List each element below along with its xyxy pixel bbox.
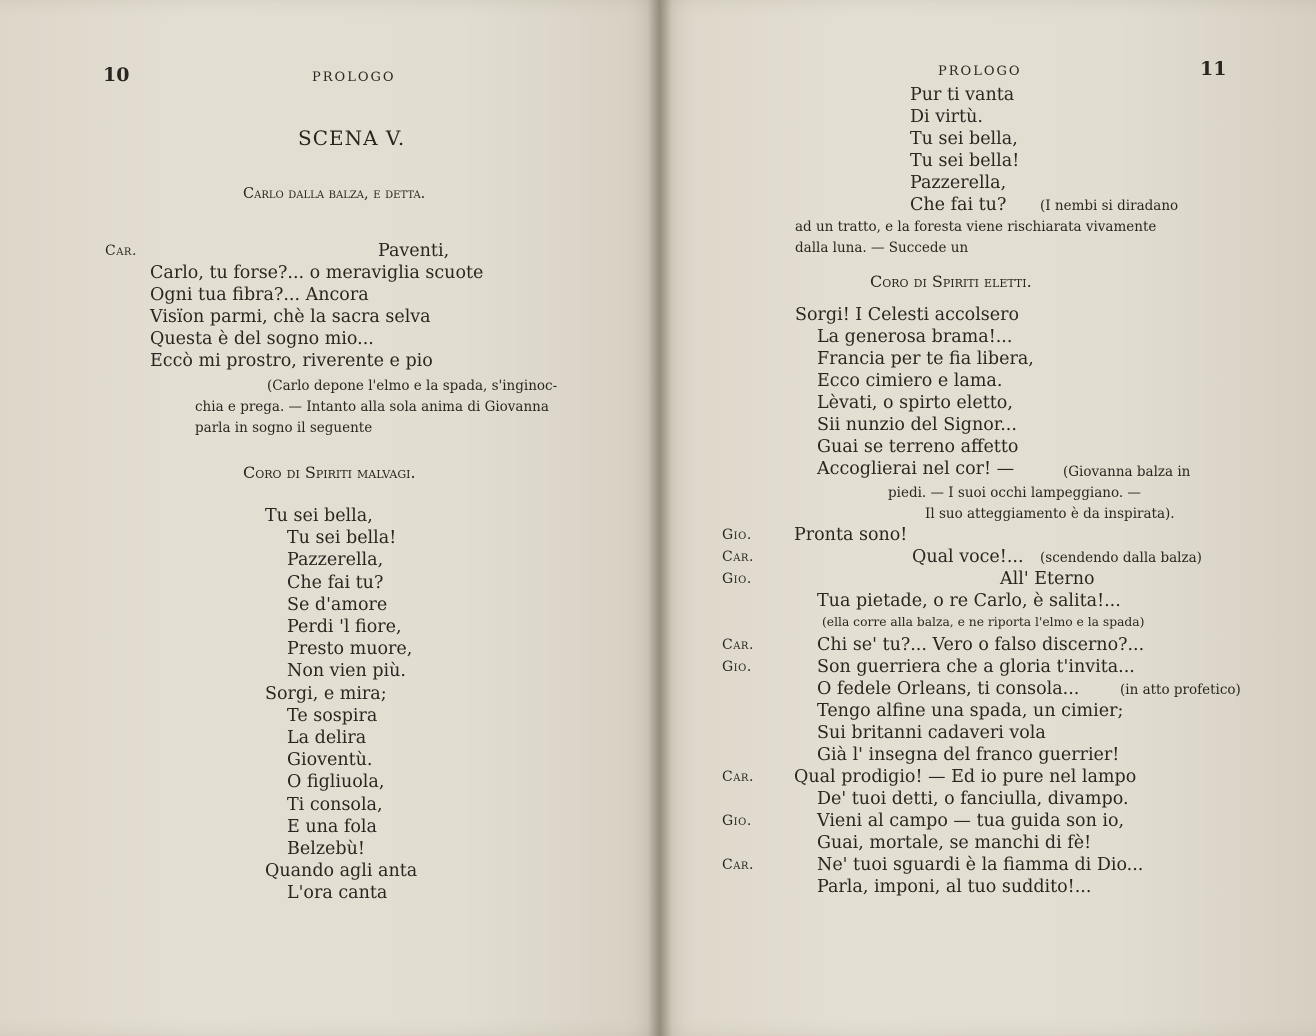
chorus-line: E una fola <box>287 816 377 837</box>
chorus-line: Ecco cimiero e lama. <box>817 371 1003 391</box>
verse-line: Che fai tu? <box>910 195 1007 215</box>
chorus-line: L'ora canta <box>287 883 388 904</box>
running-head-right: PROLOGO <box>938 64 1022 79</box>
dialogue-row <box>722 744 1282 766</box>
chorus-lines <box>265 505 417 905</box>
speaker-label: Car. <box>105 243 137 259</box>
dialogue-row <box>722 788 1282 810</box>
dialogue-text: Son guerriera che a gloria t'invita... <box>817 657 1135 677</box>
page-number-left: 10 <box>103 64 130 86</box>
chorus-line: Quando agli anta <box>265 861 418 882</box>
page-number-right: 11 <box>1200 58 1227 80</box>
chorus-line: Te sospira <box>287 705 378 726</box>
dialogue-text: Ne' tuoi sguardi è la fiamma di Dio... <box>817 855 1144 875</box>
verse-line: Tu sei bella, <box>910 129 1018 149</box>
dialogue-row <box>722 546 1282 568</box>
speech-first-line: Paventi, <box>378 241 450 261</box>
dialogue-text: Sui britanni cadaveri vola <box>817 723 1046 743</box>
dialogue-text: Vieni al campo — tua guida son io, <box>817 811 1125 831</box>
dialogue-text: All' Eterno <box>1000 569 1095 589</box>
verse-line: Di virtù. <box>910 107 983 127</box>
chorus-line: Gioventù. <box>287 750 373 771</box>
stage-direction-line: chia e prega. — Intanto alla sola anima di Giovanna <box>195 399 549 415</box>
chorus-line: La delira <box>287 728 367 749</box>
stage-direction-1-line: ad un tratto, e la foresta viene rischiarata vivamente <box>795 219 1157 235</box>
speech-line: Questa è del sogno mio... <box>150 329 374 349</box>
speech-line: Carlo, tu forse?... o meraviglia scuote <box>150 263 484 283</box>
chorus-lines-right <box>795 304 1034 480</box>
dialogue-text: Chi se' tu?... Vero o falso discerno?... <box>817 635 1145 655</box>
dialogue-text: De' tuoi detti, o fanciulla, divampo. <box>817 789 1129 809</box>
speech-line: Visïon parmi, chè la sacra selva <box>150 307 431 327</box>
dialogue-text: Parla, imponi, al tuo suddito!... <box>817 877 1092 897</box>
speech-line: Ogni tua fibra?... Ancora <box>150 285 369 305</box>
dialogue-text: Tengo alfine una spada, un cimier; <box>817 701 1124 721</box>
dialogue-row <box>722 876 1282 898</box>
dialogue-text: Guai, mortale, se manchi di fè! <box>817 833 1092 853</box>
dialogue-text: Qual voce!... <box>912 547 1024 567</box>
dialogue-row <box>722 810 1282 832</box>
book-gutter <box>648 0 672 1036</box>
chorus-line: Francia per te fia libera, <box>817 349 1034 369</box>
stage-direction-2-line: Il suo atteggiamento è da inspirata). <box>925 506 1175 522</box>
chorus-line: Sorgi, e mira; <box>265 683 387 704</box>
dialogue-text: O fedele Orleans, ti consola... <box>817 679 1080 699</box>
chorus-line: O figliuola, <box>287 772 385 793</box>
speaker-label: Gio. <box>722 813 752 829</box>
dialogue-row <box>722 634 1282 656</box>
dialogue-text: Già l' insegna del franco guerrier! <box>817 745 1120 765</box>
stage-direction-1-line: dalla luna. — Succede un <box>795 240 969 256</box>
chorus-line: Che fai tu? <box>287 572 384 593</box>
dialogue-text: Qual prodigio! — Ed io pure nel lampo <box>794 767 1137 787</box>
dialogue-text: Pronta sono! <box>794 525 908 545</box>
top-lines <box>910 84 1019 216</box>
chorus-line: Lèvati, o spirto eletto, <box>817 393 1013 413</box>
chorus-line: La generosa brama!... <box>817 327 1013 347</box>
speaker-label: Car. <box>722 549 754 565</box>
scene-title: SCENA V. <box>298 126 406 150</box>
speaker-label: Gio. <box>722 571 752 587</box>
stage-direction <box>195 376 557 439</box>
speaker-label: Car. <box>722 857 754 873</box>
stage-direction-2-line: (Giovanna balza in <box>1063 464 1191 480</box>
chorus-line: Sorgi! I Celesti accolsero <box>795 305 1020 325</box>
speech-line: Eccò mi prostro, riverente e pio <box>150 351 433 371</box>
speaker-label: Car. <box>722 769 754 785</box>
chorus-line: Tu sei bella, <box>265 506 373 526</box>
chorus-line: Guai se terreno affetto <box>817 437 1019 457</box>
dialogue-row <box>722 854 1282 876</box>
dialogue-note: (ella corre alla balza, e ne riporta l'elmo e la spada) <box>822 615 1145 629</box>
dialogue-row <box>722 568 1282 590</box>
chorus-line: Perdi 'l fiore, <box>287 617 402 638</box>
chorus-line: Sii nunzio del Signor... <box>817 415 1017 435</box>
dialogue-note: (scendendo dalla balza) <box>1040 550 1202 566</box>
verse-line: Pazzerella, <box>910 173 1007 193</box>
dialogue-note: (in atto profetico) <box>1120 682 1241 698</box>
dialogue-row <box>722 524 1282 546</box>
dialogue-text: Tua pietade, o re Carlo, è salita!... <box>817 591 1121 611</box>
verse-line: Tu sei bella! <box>910 151 1020 171</box>
dialogue <box>722 524 1282 898</box>
dialogue-row <box>722 678 1282 700</box>
chorus-title-right: Coro di Spiriti eletti. <box>870 272 1032 291</box>
chorus-title: Coro di Spiriti malvagi. <box>243 463 416 482</box>
dialogue-row <box>722 590 1282 612</box>
stage-direction-2-line: piedi. — I suoi occhi lampeggiano. — <box>888 485 1141 501</box>
verse-line: Pur ti vanta <box>910 85 1015 105</box>
dialogue-row <box>722 832 1282 854</box>
speaker-label: Gio. <box>722 659 752 675</box>
stage-direction-1-line: (I nembi si diradano <box>1040 198 1179 214</box>
speaker-label: Car. <box>722 637 754 653</box>
running-head-left: PROLOGO <box>312 70 396 85</box>
dialogue-row <box>722 612 1282 634</box>
chorus-line: Tu sei bella! <box>287 528 397 549</box>
dialogue-row <box>722 700 1282 722</box>
chorus-line: Se d'amore <box>287 594 388 615</box>
chorus-line: Accoglierai nel cor! — <box>817 459 1015 479</box>
dialogue-row <box>722 656 1282 678</box>
right-page <box>660 0 1316 1036</box>
dialogue-row <box>722 766 1282 788</box>
stage-direction-line: (Carlo depone l'elmo e la spada, s'inginoc- <box>267 378 558 394</box>
chorus-line: Belzebù! <box>287 839 365 860</box>
speech-lines <box>150 262 483 372</box>
dialogue-row <box>722 722 1282 744</box>
chorus-line: Ti consola, <box>287 794 383 815</box>
chorus-line: Pazzerella, <box>287 550 384 571</box>
speaker-label: Gio. <box>722 527 752 543</box>
chorus-line: Presto muore, <box>287 639 413 660</box>
scene-direction: Carlo dalla balza, e detta. <box>243 186 426 202</box>
stage-direction-line: parla in sogno il seguente <box>195 420 373 436</box>
chorus-line: Non vien più. <box>287 661 406 682</box>
